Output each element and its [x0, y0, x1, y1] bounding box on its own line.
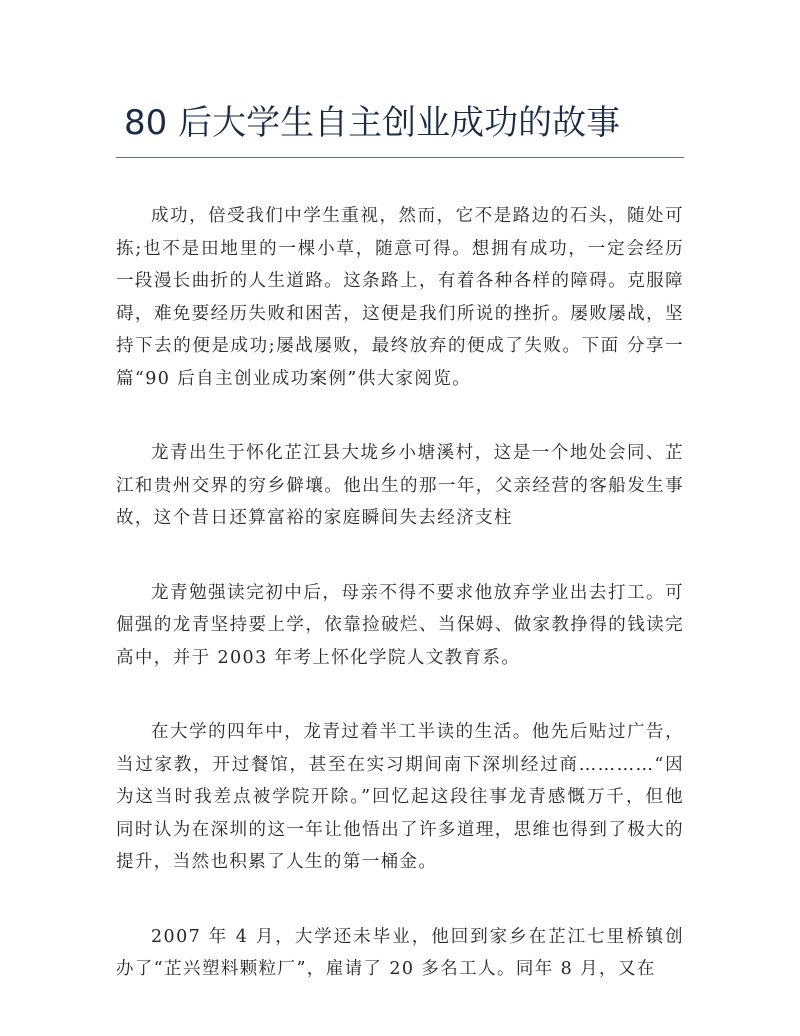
document-body — [116, 200, 684, 1028]
paragraph-business-start: 2007 年 4 月，大学还未毕业，他回到家乡在芷江七里桥镇创办了“芷兴塑料颗粒厂”，雇请了 20 多名工人。同年 8 月，又在 — [116, 926, 684, 979]
paragraph-education: 龙青勉强读完初中后，母亲不得不要求他放弃学业出去打工。可倔强的龙青坚持要上学，依靠捡破烂、当保姆、做家教挣得的钱读完高中，并于 2003 年考上怀化学院人文教育系。 — [116, 582, 684, 668]
document-title: 80 后大学生自主创业成功的故事 — [124, 103, 621, 143]
paragraph-intro: 成功，倍受我们中学生重视，然而，它不是路边的石头，随处可拣;也不是田地里的一棵小草，随意可得。想拥有成功，一定会经历一段漫长曲折的人生道路。这条路上，有着各种各样的障碍。克服障碍，难免要经历失败和困苦，这便是我们所说的挫折。屡败屡战，坚持下去的便是成功;屡战屡败，最终放弃的便成了失败。下面 分享一篇“90 后自主创业成功案例”供大家阅览。 — [116, 206, 684, 389]
paragraph-background: 龙青出生于怀化芷江县大垅乡小塘溪村，这是一个地处会同、芷江和贵州交界的穷乡僻壤。他出生的那一年，父亲经营的客船发生事故，这个昔日还算富裕的家庭瞬间失去经济支柱 — [116, 443, 684, 528]
title-divider — [116, 157, 684, 158]
paragraph-university: 在大学的四年中，龙青过着半工半读的生活。他先后贴过广告，当过家教，开过餐馆，甚至在实习期间南下深圳经过商…………“因为这当时我差点被学院开除。”回忆起这段往事龙青感慨万千，但他同时认为在深圳的这一年让他悟出了许多道理，思维也得到了极大的提升，当然也积累了人生的第一桶金。 — [116, 722, 684, 872]
